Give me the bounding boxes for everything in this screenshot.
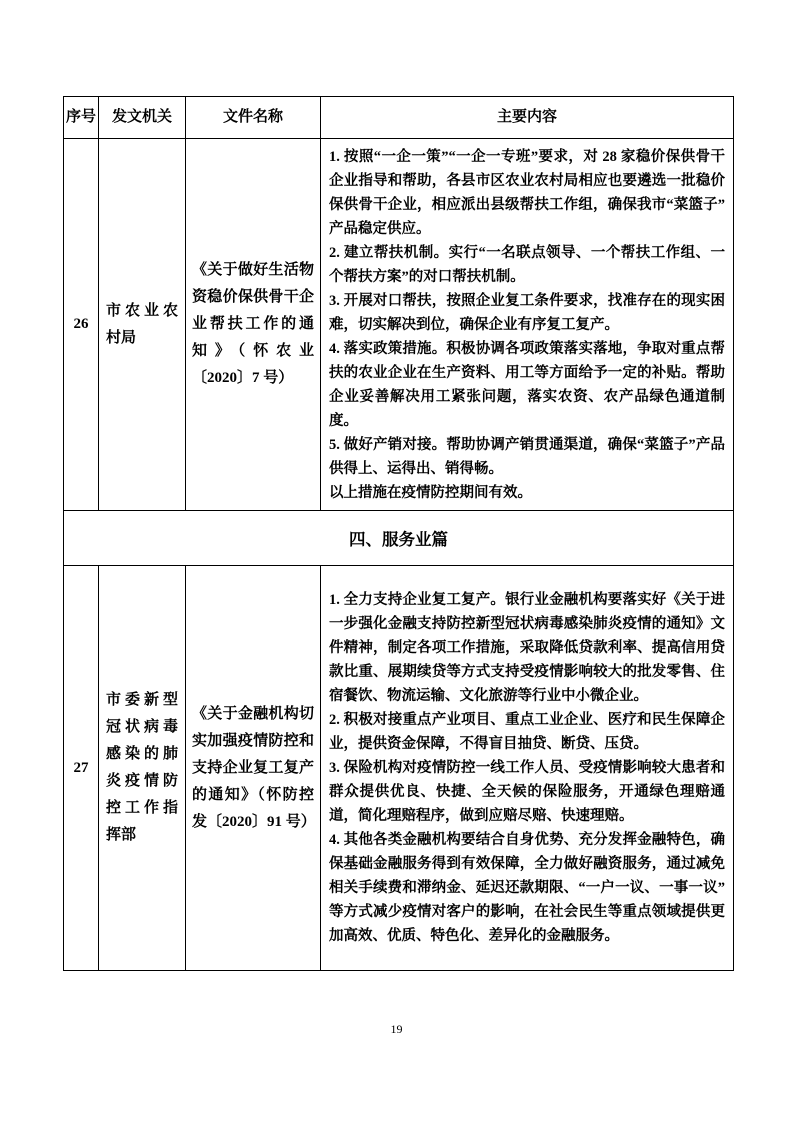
content-paragraph: 3. 保险机构对疫情防控一线工作人员、受疫情影响较大患者和群众提供优良、快捷、全天候的保险服务，开通绿色理赔通道，简化理赔程序，做到应赔尽赔、快速理赔。 — [329, 760, 725, 824]
header-cell-agency: 发文机关 — [99, 97, 186, 139]
content-paragraph: 2. 建立帮扶机制。实行“一名联点领导、一个帮扶工作组、一个帮扶方案”的对口帮扶机制。 — [329, 244, 725, 285]
content-paragraph: 1. 全力支持企业复工复产。银行业金融机构要落实好《关于进一步强化金融支持防控新型冠状病毒感染肺炎疫情的通知》文件精神，制定各项工作措施，采取降低贷款利率、提高信用贷款比重、展期续贷等方式支持受疫情影响较大的批发零售、住宿餐饮、物流运输、文化旅游等行业中小微企业。 — [329, 592, 725, 704]
page-number: 19 — [390, 1022, 403, 1036]
content-paragraph: 以上措施在疫情防控期间有效。 — [329, 484, 532, 501]
table-row-27 — [64, 566, 734, 971]
header-cell-main-content: 主要内容 — [321, 97, 734, 139]
serial-number-27: 27 — [64, 566, 99, 971]
content-paragraph: 1. 按照“一企一策”“一企一专班”要求，对 28 家稳价保供骨干企业指导和帮助，各县市区农业农村局相应也要遴选一批稳价保供骨干企业，相应派出县级帮扶工作组，确保我市“菜篮子”产品稳定供应。 — [329, 148, 725, 237]
content-paragraph: 5. 做好产销对接。帮助协调产销贯通渠道，确保“菜篮子”产品供得上、运得出、销得畅。 — [329, 436, 725, 477]
header-cell-serial: 序号 — [64, 97, 99, 139]
doc-name-27: 《关于金融机构切实加强疫情防控和支持企业复工复产的通知》（怀防控发〔2020〕91 号） — [186, 566, 321, 971]
section-title: 四、服务业篇 — [64, 511, 734, 566]
content-paragraph: 4. 其他各类金融机构要结合自身优势、充分发挥金融特色，确保基础金融服务得到有效保障，全力做好融资服务，通过减免相关手续费和滞纳金、延迟还款期限、“一户一议、一事一议”等方式减少疫情对客户的影响，在社会民生等重点领域提供更加高效、优质、特色化、差异化的金融服务。 — [329, 832, 725, 944]
doc-name-26: 《关于做好生活物资稳价保供骨干企业帮扶工作的通知》（怀农业〔2020〕7 号） — [186, 139, 321, 511]
table-header-row — [64, 97, 734, 139]
section-header-row — [64, 511, 734, 566]
content-paragraph: 3. 开展对口帮扶，按照企业复工条件要求，找准存在的现实困难，切实解决到位，确保企业有序复工复产。 — [329, 292, 725, 333]
content-paragraph: 4. 落实政策措施。积极协调各项政策落实落地，争取对重点帮扶的农业企业在生产资料、用工等方面给予一定的补贴。帮助企业妥善解决用工紧张问题，落实农资、农产品绿色通道制度。 — [329, 340, 725, 429]
notice-table — [63, 96, 734, 971]
header-cell-doc-name: 文件名称 — [186, 97, 321, 139]
content-paragraph: 2. 积极对接重点产业项目、重点工业企业、医疗和民生保障企业，提供资金保障，不得盲目抽贷、断贷、压贷。 — [329, 712, 725, 752]
agency-26: 市农业农村局 — [99, 139, 186, 511]
main-content-27 — [321, 566, 734, 971]
serial-number-26: 26 — [64, 139, 99, 511]
main-content-26 — [321, 139, 734, 511]
table-row-26 — [64, 139, 734, 511]
agency-27: 市委新型冠状病毒感染的肺炎疫情防控工作指挥部 — [99, 566, 186, 971]
